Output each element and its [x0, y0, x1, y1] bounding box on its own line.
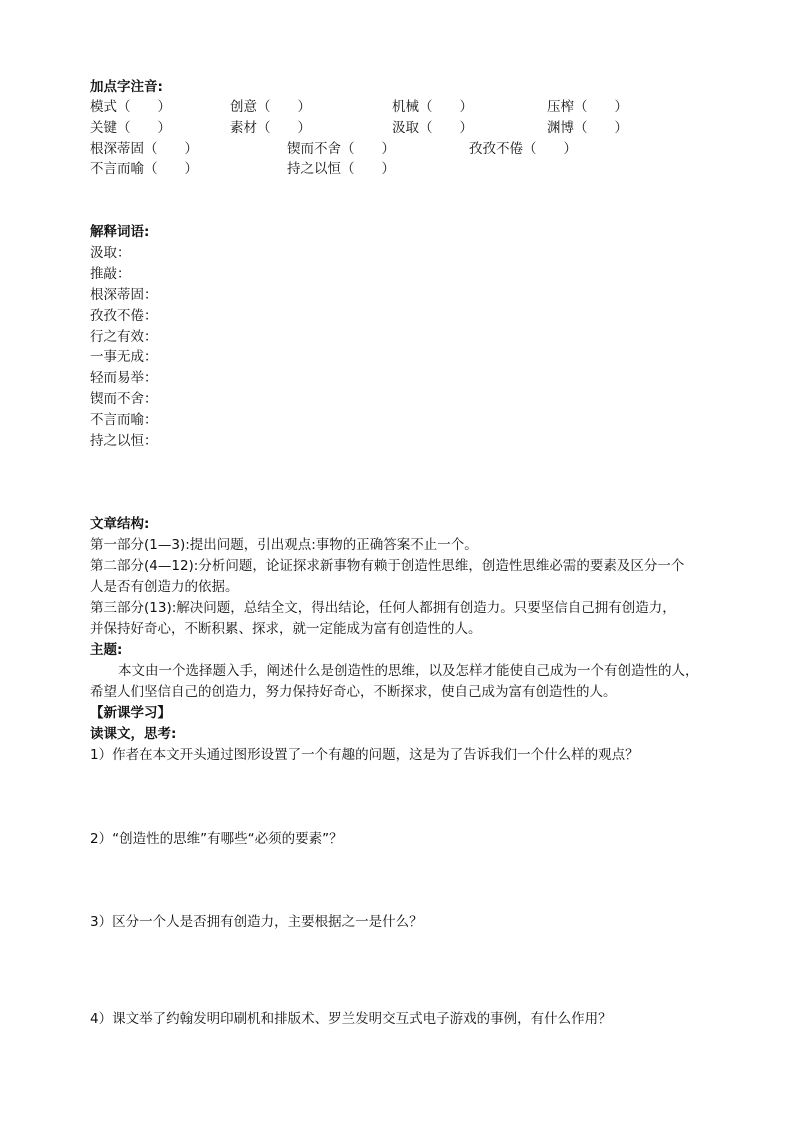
vocab-item: 行之有效： [90, 329, 158, 345]
structure-part-2-line-2: 人是否有创造力的依据。 [90, 579, 239, 595]
pinyin-item: 创意（ ） [230, 99, 311, 115]
theme-line-2: 希望人们坚信自己的创造力，努力保持好奇心，不断探求，使自己成为富有创造性的人。 [90, 684, 617, 700]
vocab-item: 推敲： [90, 266, 131, 282]
vocab-item: 根深蒂固： [90, 287, 158, 303]
structure-heading: 文章结构: [90, 516, 150, 532]
vocab-item: 汲取： [90, 245, 131, 261]
vocab-item: 一事无成： [90, 349, 158, 365]
pinyin-item: 模式（ ） [90, 99, 171, 115]
lesson-question-4: 4）课文举了约翰发明印刷机和排版术、罗兰发明交互式电子游戏的事例，有什么作用？ [90, 1011, 612, 1027]
lesson-heading: 【新课学习】 [90, 705, 171, 721]
structure-part-2-line-1: 第二部分(4—12):分析问题，论证探求新事物有赖于创造性思维，创造性思维必需的要素及区分一个 [90, 558, 685, 574]
structure-part-1: 第一部分(1—3):提出问题，引出观点:事物的正确答案不止一个。 [90, 537, 478, 553]
vocab-item: 轻而易举： [90, 370, 158, 386]
vocab-item: 持之以恒： [90, 433, 158, 449]
pinyin-item: 根深蒂固（ ） [90, 141, 198, 157]
pinyin-item: 锲而不舍（ ） [287, 141, 395, 157]
pinyin-item: 关键（ ） [90, 120, 171, 136]
theme-line-1: 本文由一个选择题入手，阐述什么是创造性的思维，以及怎样才能使自己成为一个有创造性的人， [118, 663, 699, 679]
structure-part-3-line-2: 并保持好奇心，不断积累、探求，就一定能成为富有创造性的人。 [90, 621, 482, 637]
pinyin-item: 汲取（ ） [392, 120, 473, 136]
pinyin-item: 持之以恒（ ） [287, 161, 395, 177]
theme-heading: 主题: [90, 642, 123, 658]
pinyin-item: 压榨（ ） [547, 99, 628, 115]
lesson-question-1: 1）作者在本文开头通过图形设置了一个有趣的问题，这是为了告诉我们一个什么样的观点？ [90, 747, 639, 763]
lesson-question-3: 3）区分一个人是否拥有创造力，主要根据之一是什么？ [90, 914, 423, 930]
lesson-question-2: 2）“创造性的思维”有哪些“必须的要素”？ [90, 831, 343, 847]
vocab-item: 不言而喻： [90, 412, 158, 428]
pinyin-item: 渊博（ ） [547, 120, 628, 136]
pinyin-item: 不言而喻（ ） [90, 161, 198, 177]
pinyin-heading: 加点字注音: [90, 79, 163, 95]
vocab-item: 孜孜不倦： [90, 308, 158, 324]
pinyin-item: 孜孜不倦（ ） [469, 141, 577, 157]
vocab-heading: 解释词语: [90, 224, 150, 240]
pinyin-item: 素材（ ） [230, 120, 311, 136]
structure-part-3-line-1: 第三部分(13):解决问题，总结全文，得出结论，任何人都拥有创造力。只要坚信自己拥有创造力， [90, 600, 676, 616]
vocab-item: 锲而不舍： [90, 391, 158, 407]
pinyin-item: 机械（ ） [392, 99, 473, 115]
lesson-subheading: 读课文，思考: [90, 726, 177, 742]
